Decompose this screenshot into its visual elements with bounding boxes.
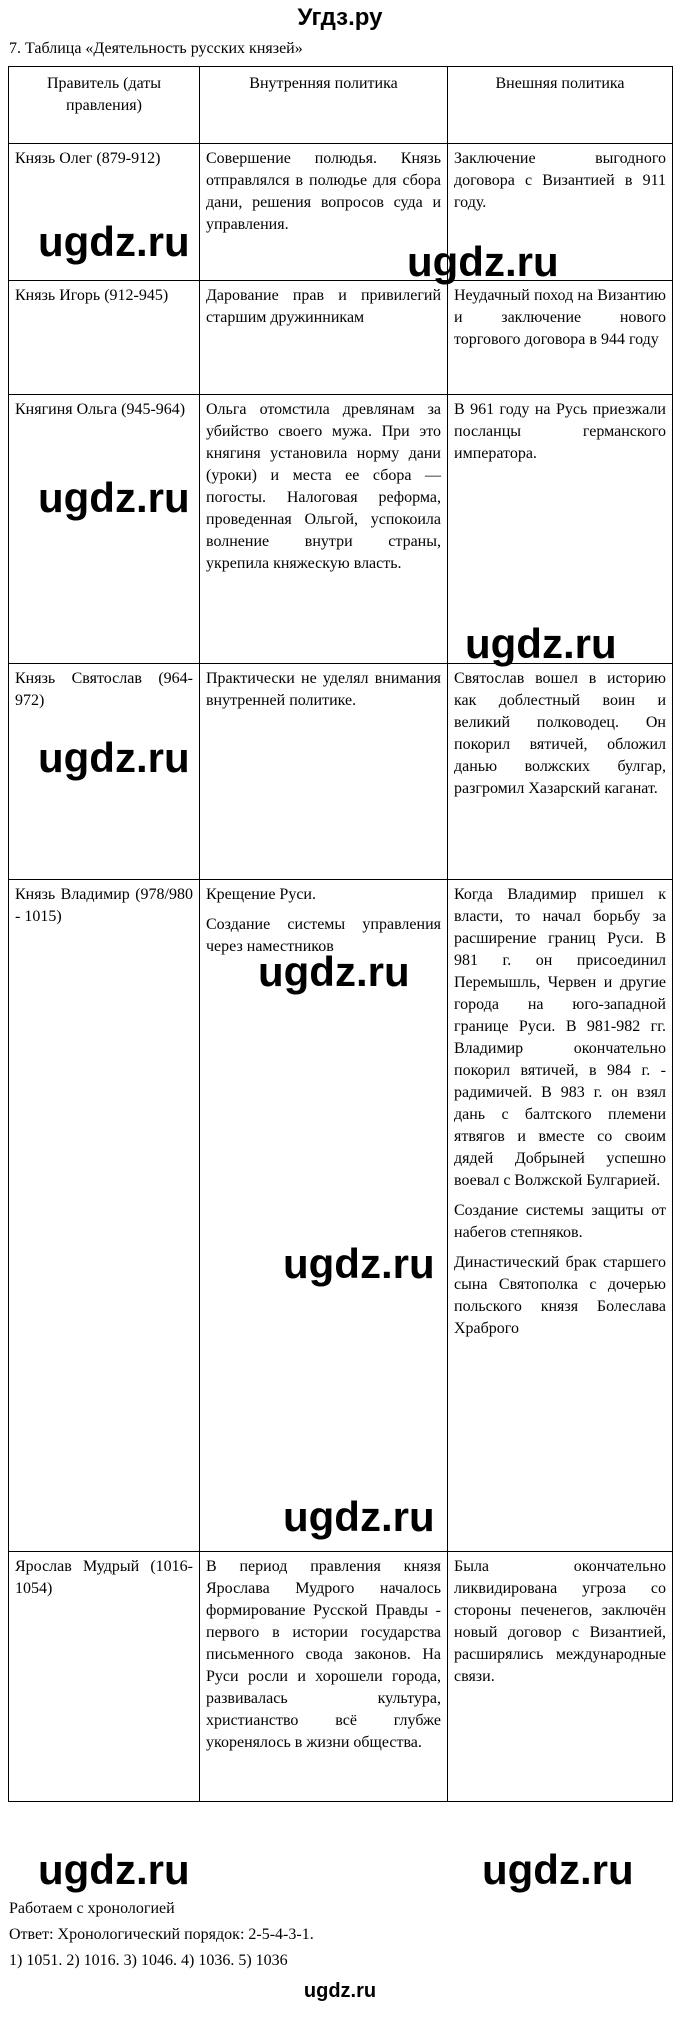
table-row <box>9 281 673 395</box>
ruler-cell: Ярослав Мудрый (1016-1054) <box>9 1552 200 1802</box>
section-heading: 7. Таблица «Деятельность русских князей» <box>9 40 303 57</box>
header-external: Внешняя политика <box>448 67 673 144</box>
internal-cell <box>200 281 448 395</box>
internal-text: В период правления князя Ярослава Мудрого началось формирование Русской Правды - первого в истории государства письменного свода законов. На Руси росли и хорошели города, развивалась культура, христианство всё глубже укоренялось в жизни общества. <box>206 1558 441 1751</box>
ruler-cell: Князь Игорь (912-945) <box>9 281 200 395</box>
ruler-cell: Князь Владимир (978/980 - 1015) <box>9 880 200 1552</box>
external-text: В 961 году на Русь приезжали посланцы германского императора. <box>454 401 666 462</box>
watermark: ugdz.ru <box>283 1240 435 1287</box>
header-internal: Внутренняя политика <box>200 67 448 144</box>
internal-text: Дарование прав и привилегий старшим дружинникам <box>206 287 441 326</box>
external-text: Создание системы защиты от набегов степняков. <box>454 1202 666 1241</box>
external-cell <box>448 1552 673 1802</box>
external-text: Неудачный поход на Византию и заключение нового торгового договора в 944 году <box>454 287 666 348</box>
external-text: Заключение выгодного договора с Византией в 911 году. <box>454 150 666 211</box>
chronology-title: Работаем с хронологией <box>9 1900 175 1917</box>
internal-text: Создание системы управления через наместников <box>206 916 441 955</box>
rulers-table <box>8 66 673 1802</box>
watermark: ugdz.ru <box>407 238 559 285</box>
internal-text: Ольга отомстила древлянам за убийство своего мужа. При это княгиня установила норму дани (уроки) и места ее сбора — погосты. Налоговая реформа, проведенная Ольгой, успокоила волнение внутри страны, укрепила княжескую власть. <box>206 401 441 572</box>
watermark: ugdz.ru <box>38 1846 190 1893</box>
watermark: ugdz.ru <box>38 218 190 265</box>
ruler-cell: Князь Олег (879-912) <box>9 144 200 281</box>
internal-cell <box>200 395 448 664</box>
ruler-cell: Князь Святослав (964-972) <box>9 664 200 880</box>
external-cell <box>448 664 673 880</box>
internal-text: Практически не уделял внимания внутренней политике. <box>206 670 441 709</box>
header-ruler: Правитель (даты правления) <box>9 67 200 144</box>
chronology-list: 1) 1051. 2) 1016. 3) 1046. 4) 1036. 5) 1036 <box>9 1952 288 1969</box>
watermark: ugdz.ru <box>482 1846 634 1893</box>
internal-cell <box>200 1552 448 1802</box>
watermark: ugdz.ru <box>258 948 410 995</box>
footer-site: ugdz.ru <box>303 1980 377 2002</box>
external-text: Династический брак старшего сына Святополка с дочерью польского князя Болеслава Храброго <box>454 1254 666 1337</box>
external-text: Святослав вошел в историю как доблестный воин и великий полководец. Он покорил вятичей, обложил данью волжских булгар, разгромил Хазарский каганат. <box>454 670 666 797</box>
watermark: ugdz.ru <box>283 1493 435 1540</box>
chronology-answer: Ответ: Хронологический порядок: 2-5-4-3-1. <box>9 1926 314 1943</box>
internal-text: Крещение Руси. <box>206 886 316 903</box>
external-text: Была окончательно ликвидирована угроза со стороны печенегов, заключён новый договор с Византией, расширялись международные связи. <box>454 1558 666 1685</box>
table-row <box>9 1552 673 1802</box>
ruler-cell: Княгиня Ольга (945-964) <box>9 395 200 664</box>
site-title: Угдз.ру <box>297 4 383 31</box>
watermark: ugdz.ru <box>465 620 617 667</box>
watermark: ugdz.ru <box>38 734 190 781</box>
external-cell <box>448 880 673 1552</box>
internal-cell <box>200 664 448 880</box>
internal-text: Совершение полюдья. Князь отправлялся в полюдье для сбора дани, решения вопросов суда и управления. <box>206 150 441 233</box>
external-text: Когда Владимир пришел к власти, то начал борьбу за расширение границ Руси. В 981 г. он присоединил Перемышль, Червен и другие города на юго-западной границе Руси. В 981-982 гг. Владимир окончательно покорил вятичей, в 984 г. - радимичей. В 983 г. он взял дань с балтского племени ятвягов и вместе со своим дядей Добрыней успешно воевал с Волжской Булгарией. <box>454 886 666 1189</box>
table-header-row <box>9 67 673 144</box>
watermark: ugdz.ru <box>38 474 190 521</box>
external-cell <box>448 281 673 395</box>
